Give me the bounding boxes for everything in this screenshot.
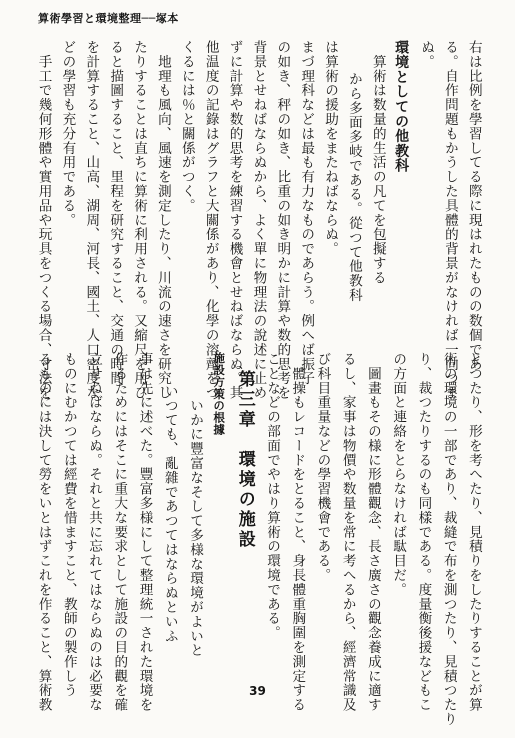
text-column: り、裁つたりするのも同樣である。度量衡後援などもこ	[415, 352, 432, 712]
text-column: 手工で幾何形體や實用品や玩具をつくる場合、寸法を	[35, 40, 52, 400]
text-column: どの學習も充分有用である。	[59, 40, 76, 228]
text-column: ると描圖すること、里程を研究すること、交通の時間	[107, 40, 124, 386]
running-head: 算術學習と環境整理──塚本	[38, 12, 179, 25]
chapter-heading: 第三章 環境の施設	[234, 370, 255, 550]
text-column: るものには決して勞をいとはずこれを作ること、算術教	[35, 352, 52, 712]
text-column: まづ理科などは最も有力なものであらう。例へば振子	[298, 40, 315, 386]
text-column: 背景とせねばならぬから、よく單に物理法の說述に止め	[250, 40, 267, 400]
section-heading: 施設方策の根據	[212, 352, 227, 436]
text-column: から多面多岐である。從つて他教科	[345, 72, 362, 303]
text-column: 體操もレコードをとること、身長體重胸圍を測定する	[289, 352, 306, 712]
text-column: の如き、秤の如き、比重の如き明かに計算や数的思考を	[274, 40, 291, 400]
text-column: いつても、亂雜であつてはならぬといふ	[161, 384, 178, 644]
text-column: ことなどの部面でやはり算術の環境である。	[264, 352, 281, 640]
text-column: いかに豐富なそして多様な環境がよいと	[187, 384, 203, 658]
text-column: くるには％と關係がつく。	[178, 40, 195, 213]
text-column: たりすることは直ちに算術に利用される。又縮尺を用ひ	[131, 40, 148, 400]
section-heading: 環境としての他教科	[393, 40, 410, 174]
text-column: 立せねばならぬ。それと共に忘れてはならぬのは必要な	[86, 352, 103, 712]
text-column: ものにむかつては經費を惜ますこと、教師の製作しう	[60, 352, 77, 698]
text-column: る。自作問題もかうした具體的背景がなければ一向つま	[441, 40, 458, 400]
text-column: 右は比例を學習してる際に現はれたものの数個であ	[465, 40, 482, 372]
text-column: 作るためにはそこに重大な要求として施設の目的觀を確	[111, 352, 128, 712]
text-column: は算術の援助をまたねばならぬ。	[322, 40, 339, 256]
text-column: 算術は数量的生活の凡てを包擬する	[369, 40, 386, 285]
text-column: 圖畫もその様に形體觀念、長さ廣さの觀念養成に適す	[364, 352, 381, 712]
text-column: 事は先に述べた。豐富多様にして整理統一された環境を	[136, 352, 153, 712]
text-column: び科目重量などの學習機會である。	[314, 352, 331, 583]
text-column: ずに計算や数的思考を練習する機會とせねばならぬ。其	[226, 40, 243, 400]
text-column: るし、家事は物價や数量を常に考へるから、經濟常識及	[339, 352, 356, 712]
text-column: 術の環境の一部であり、裁縫で布を測つたり、見積つたり	[440, 352, 457, 727]
page-number: 39	[249, 684, 266, 698]
text-column: ぬ。	[418, 40, 434, 69]
text-column: 地理も風向、風速を測定したり、川流の速さを研究し	[154, 40, 171, 400]
text-column: の方面と連絡をとらなければ駄目だ。	[390, 352, 407, 597]
text-column: 他温度の記錄はグラフと大關係があり、化學の溶劑をつ	[202, 40, 219, 400]
text-column: を計算すること、山高、湖周、河長、國土、人口密度な	[83, 40, 100, 400]
text-column: とつたり、形を考へたり、見積りをしたりすることが算	[465, 352, 482, 712]
